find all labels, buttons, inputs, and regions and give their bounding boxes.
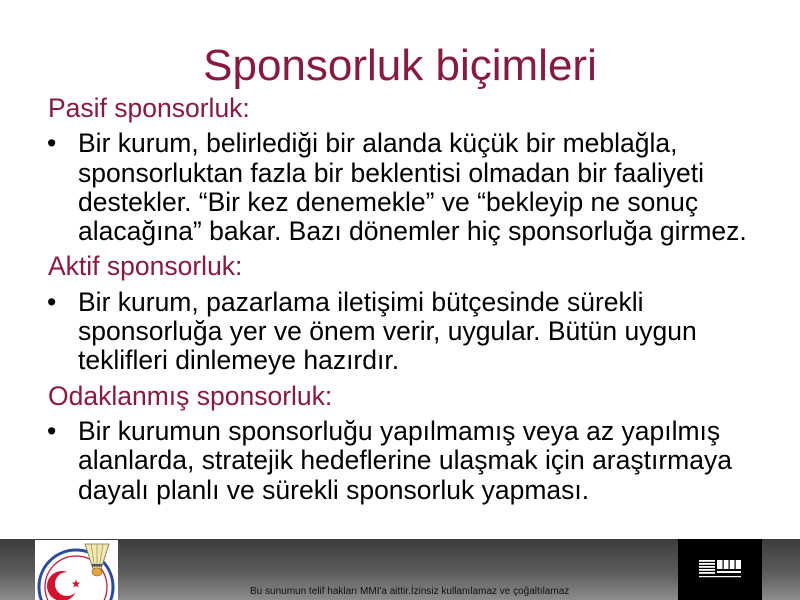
striped-company-logo-icon [678,539,762,600]
bullet-text-line: teklifleri dinlemeye hazırdır. [78,345,400,376]
section-heading: Odaklanmış sponsorluk: [48,380,333,411]
crescent-shuttlecock-emblem-icon [35,540,118,600]
company-logo-icon [678,539,762,600]
bullet-text-line: sponsorluğa yer ve önem verir, uygular. Bütün uygun [78,316,697,347]
slide-title: Sponsorluk biçimleri [203,41,597,90]
section-aktif-sponsorluk [48,252,768,375]
section-pasif-sponsorluk [48,94,768,246]
bullet-marker: • [47,415,57,446]
bullet-text-line: dayalı planlı ve sürekli sponsorluk yapması. [78,474,590,505]
section-heading: Pasif sponsorluk: [48,93,250,123]
bullet-text-line: Bir kurumun sponsorluğu yapılmamış veya az yapılmış [78,415,721,446]
bullet-marker: • [47,128,57,159]
slide-body [48,94,768,505]
bullet-marker: • [47,286,57,317]
bullet-item [48,288,768,376]
footer-copyright: Bu sunumun telif hakları MMI'a aittir.İzinsiz kullanılamaz ve çoğaltılamaz [250,586,570,597]
bullet-item [48,129,768,246]
section-heading: Aktif sponsorluk: [48,251,243,282]
bullet-text-line: alanlarda, stratejik hedeflerine ulaşmak için araştırmaya [78,445,732,476]
section-odaklanmis-sponsorluk [48,382,768,505]
bullet-text-line: Bir kurum, belirlediği bir alanda küçük bir meblağla, [78,128,678,159]
bullet-text-line: Bir kurum, pazarlama iletişimi bütçesinde sürekli [78,286,644,317]
bullet-item [48,417,768,505]
emblem-logo-icon [35,540,118,600]
footer-bar [0,539,800,600]
bullet-text-line: alacağına” bakar. Bazı dönemler hiç sponsorluğa girmez. [78,216,747,247]
bullet-text-line: sponsorluktan fazla bir beklentisi olmadan bir faaliyeti [78,157,705,188]
bullet-text-line: destekler. “Bir kez denemekle” ve “bekleyip ne sonuç [78,186,699,217]
